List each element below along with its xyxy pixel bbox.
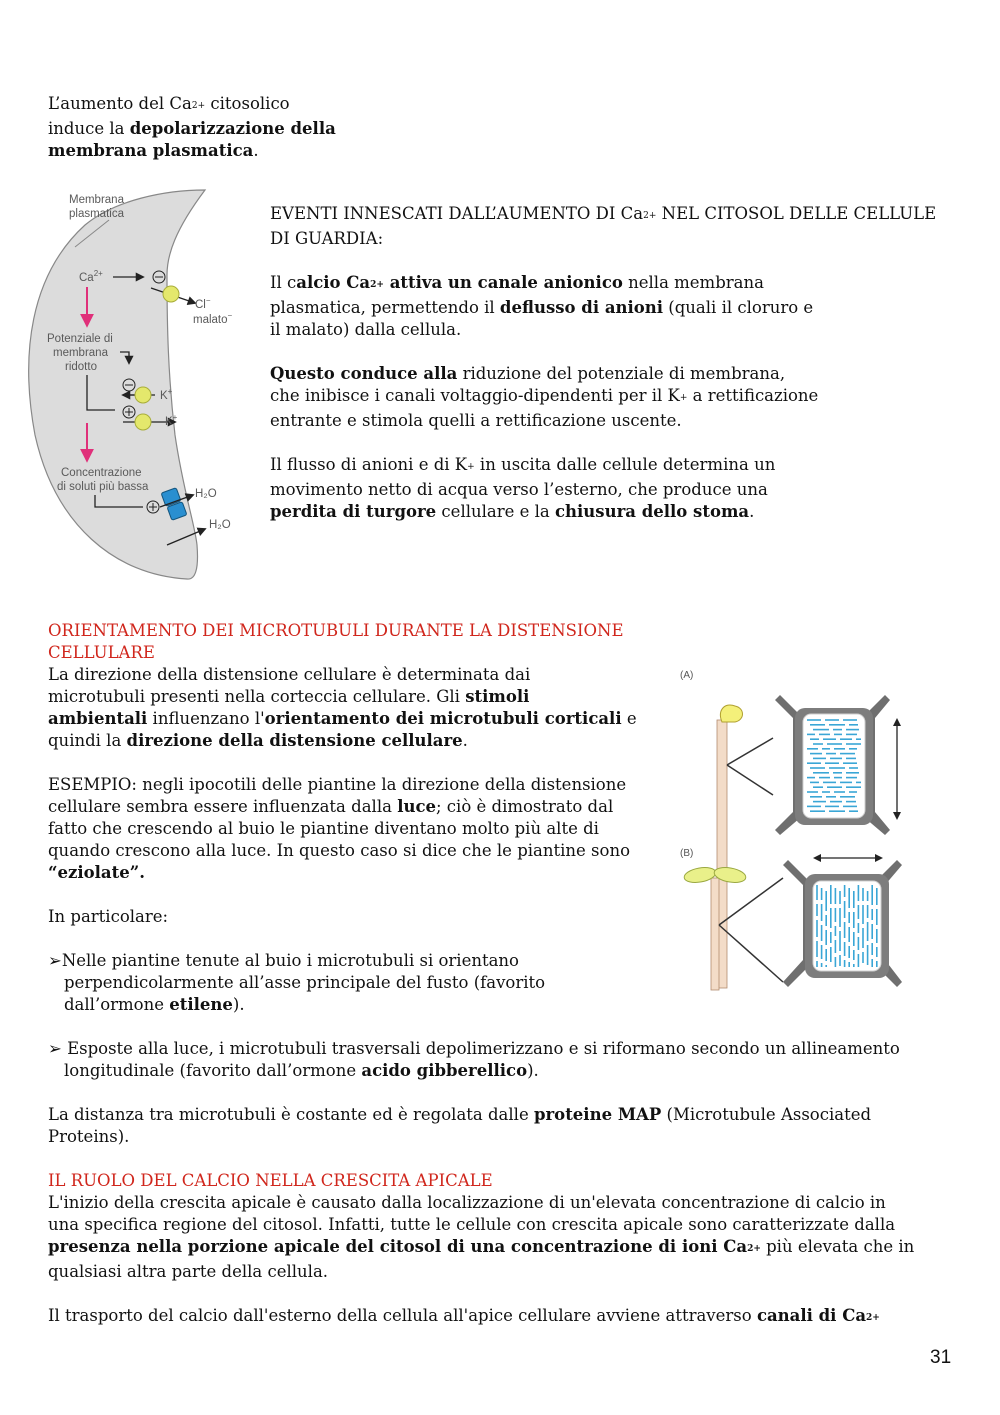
label-membrana-2: membrana (53, 347, 108, 359)
label-potenziale: Potenziale di (47, 333, 113, 345)
intro-paragraph (48, 93, 388, 162)
light-seedling (683, 865, 783, 990)
micro-bullet-2-line-2: longitudinale (favorito dall’ormone acido gibberellico). (64, 1061, 539, 1080)
label-plasmatica: plasmatica (69, 208, 124, 220)
guard-p3-line-2: movimento netto di acqua verso l’esterno, che produce una (270, 480, 768, 499)
guard-heading-2: DI GUARDIA: (270, 229, 384, 248)
guard-p2-line-1: Questo conduce alla riduzione del potenziale di membrana, (270, 364, 786, 383)
anion-channel (163, 286, 179, 302)
microtubules-heading-1: ORIENTAMENTO DEI MICROTUBULI DURANTE LA DISTENSIONE (48, 621, 624, 640)
label-cl: Cl− (195, 296, 211, 311)
guard-p3-line-3: perdita di turgore cellulare e la chiusura dello stoma. (270, 502, 755, 521)
micro-bullet-2-line-1: ➢ Esposte alla luce, i microtubuli trasversali depolimerizzano e si riformano secondo un allineamento (48, 1039, 900, 1058)
label-ridotto: ridotto (65, 361, 97, 373)
intro-line-3: membrana plasmatica. (48, 141, 259, 160)
cell-b (783, 854, 902, 987)
micro-p2-line-2: cellulare sembra essere influenzata dalla luce; ciò è dimostrato dal (48, 797, 614, 816)
micro-p2-line-5: “eziolate”. (48, 863, 145, 882)
micro-bullet-2 (48, 1038, 968, 1082)
label-b: (B) (680, 848, 694, 859)
label-a: (A) (680, 670, 694, 681)
apical-heading: IL RUOLO DEL CALCIO NELLA CRESCITA APICALE (48, 1171, 493, 1190)
apical-growth-section (48, 1170, 968, 1330)
k-channel-outward (135, 414, 151, 430)
apical-p1-line-2: una specifica regione del citosol. Infatti, tutte le cellule con crescita apicale sono caratterizzate dalla (48, 1215, 896, 1234)
guard-events-section (270, 203, 960, 523)
map-line-2: Proteins). (48, 1127, 130, 1146)
k-channel-inward (135, 387, 151, 403)
intro-line-2: induce la depolarizzazione della (48, 119, 336, 138)
micro-p2-line-3: fatto che crescendo al buio le piantine diventano molto più alte di (48, 819, 599, 838)
label-water-2: H₂O (209, 519, 231, 531)
guard-p2-line-2: che inibisce i canali voltaggio-dipendenti per il K+ a rettificazione (270, 386, 819, 405)
guard-heading: EVENTI INNESCATI DALL’AUMENTO DI $Ca^{2+}$ NEL CITOSOL DELLE CELLULE (270, 204, 937, 223)
cell-a (775, 695, 901, 835)
apical-p2: Il trasporto del calcio dall'esterno della cellula all'apice cellulare avviene attraverso canali di $Ca^{2+}$ (48, 1306, 880, 1325)
micro-p1-line-3: ambientali influenzano l'orientamento dei microtubuli corticali e (48, 709, 637, 728)
micro-p1-line-1: La direzione della distensione cellulare è determinata dai (48, 665, 531, 684)
map-line-1: La distanza tra microtubuli è costante ed è regolata dalle proteine MAP (Microtubule Associated (48, 1105, 872, 1124)
map-paragraph (48, 1104, 968, 1148)
micro-bullet-1-line-1: ➢Nelle piantine tenute al buio i microtubuli si orientano (48, 951, 519, 970)
micro-bullet-1-line-3: dall’ormone etilene). (64, 995, 245, 1014)
microtubules-diagram (675, 660, 905, 995)
label-ca: $Ca^{2+}$ (79, 269, 103, 284)
label-k-1: K+ (160, 387, 173, 402)
guard-p1-line-2: plasmatica, permettendo il deflusso di anioni (quali il cloruro e (270, 298, 814, 317)
guard-p3-line-1: Il flusso di anioni e di K+ in uscita dalle cellule determina un (270, 455, 776, 474)
micro-p2-line-4: quando crescono alla luce. In questo caso si dice che le piantine sono (48, 841, 631, 860)
label-malato: malato− (193, 311, 233, 326)
micro-p1-line-2: microtubuli presenti nella corteccia cellulare. Gli stimoli (48, 687, 530, 706)
label-soluti: di soluti più bassa (57, 481, 149, 493)
apical-p1-line-3: presenza nella porzione apicale del citosol di una concentrazione di ioni $Ca^{2+}$ più elevata che in (48, 1237, 915, 1256)
microtubules-section (48, 620, 658, 1016)
label-k-2: K+ (165, 413, 178, 428)
apical-p1-line-1: L'inizio della crescita apicale è causato dalla localizzazione di un'elevata concentrazione di calcio in (48, 1193, 886, 1212)
label-water-1: H₂O (195, 488, 217, 500)
micro-p1-line-4: quindi la direzione della distensione cellulare. (48, 731, 468, 750)
guard-p1-line-1: Il calcio $Ca^{2+}$ attiva un canale anionico nella membrana (270, 273, 764, 292)
guard-cell-diagram (25, 185, 250, 585)
label-membrana: Membrana (69, 194, 124, 206)
label-concentrazione: Concentrazione (61, 467, 142, 479)
micro-bullet-1-line-2: perpendicolarmente all’asse principale del fusto (favorito (64, 973, 546, 992)
guard-p2-line-3: entrante e stimola quelli a rettificazione uscente. (270, 411, 682, 430)
micro-p2-line-1: ESEMPIO: negli ipocotili delle piantine la direzione della distensione (48, 775, 627, 794)
dark-seedling (717, 705, 773, 988)
page-number: 31 (930, 1347, 952, 1368)
intro-line-1: L’aumento del $Ca^{2+}$ citosolico (48, 94, 290, 113)
micro-p3: In particolare: (48, 907, 169, 926)
apical-p1-line-4: qualsiasi altra parte della cellula. (48, 1262, 329, 1281)
microtubules-heading-2: CELLULARE (48, 643, 155, 662)
guard-p1-line-3: il malato) dalla cellula. (270, 320, 462, 339)
guard-cell-shape (29, 190, 205, 579)
